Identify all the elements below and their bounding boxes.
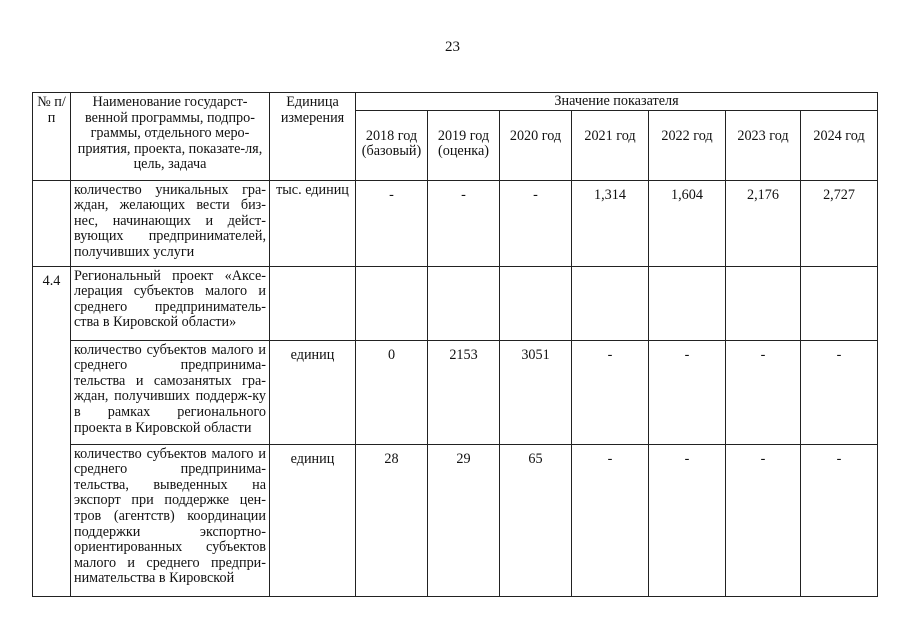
row-value: 2153 (428, 340, 500, 444)
table-row (33, 340, 878, 444)
row-value (726, 266, 801, 340)
row-num: 4.4 (33, 266, 71, 596)
row-name: Региональный проект «Аксе-лерация субъектов малого и среднего предприниматель-ства в Кировской области» (71, 266, 270, 340)
row-value: - (572, 444, 649, 596)
page-number: 23 (445, 39, 460, 55)
row-value: - (649, 444, 726, 596)
header-value: Значение показателя (356, 93, 878, 111)
row-value: - (649, 340, 726, 444)
table-row (33, 266, 878, 340)
row-value: 1,314 (572, 180, 649, 266)
header-year: 2023 год (726, 110, 801, 180)
row-value: - (572, 340, 649, 444)
header-year: 2019 год (оценка) (428, 110, 500, 180)
row-unit: единиц (270, 444, 356, 596)
row-value: - (801, 444, 878, 596)
row-num (33, 180, 71, 266)
row-value (356, 266, 428, 340)
row-unit (270, 266, 356, 340)
header-num: № п/п (33, 93, 71, 181)
header-year: 2024 год (801, 110, 878, 180)
row-value: - (500, 180, 572, 266)
header-unit: Единица измерения (270, 93, 356, 181)
row-value: 1,604 (649, 180, 726, 266)
indicator-table (32, 92, 878, 597)
table-row (33, 444, 878, 596)
row-value: - (801, 340, 878, 444)
row-value: - (726, 340, 801, 444)
row-value (801, 266, 878, 340)
row-value: - (356, 180, 428, 266)
row-value: - (726, 444, 801, 596)
row-value: 3051 (500, 340, 572, 444)
header-year: 2020 год (500, 110, 572, 180)
row-unit: тыс. единиц (270, 180, 356, 266)
row-value: 0 (356, 340, 428, 444)
header-year: 2022 год (649, 110, 726, 180)
row-value: 65 (500, 444, 572, 596)
header-name: Наименование государст-венной программы, подпро-граммы, отдельного меро-приятия, проекта, показате-ля, цель, задача (71, 93, 270, 181)
row-name: количество субъектов малого и среднего предпринима-тельства и самозанятых гра-ждан, получивших поддерж-ку в рамках регионального проекта в Кировской области (71, 340, 270, 444)
row-value: 2,176 (726, 180, 801, 266)
header-year: 2018 год (базовый) (356, 110, 428, 180)
table-row (33, 180, 878, 266)
row-value: 28 (356, 444, 428, 596)
header-year: 2021 год (572, 110, 649, 180)
row-name: количество субъектов малого и среднего предпринима-тельства, выведенных на экспорт при поддержке цен-тров (агентств) координации поддержки экспортно-ориентированных субъектов малого и среднего предпри-нимательства в Кировской (71, 444, 270, 596)
row-value: - (428, 180, 500, 266)
row-value: 29 (428, 444, 500, 596)
row-name: количество уникальных гра-ждан, желающих вести биз-нес, начинающих и дейст-вующих предпринимателей, получивших услуги (71, 180, 270, 266)
row-value: 2,727 (801, 180, 878, 266)
row-value (572, 266, 649, 340)
row-value (500, 266, 572, 340)
row-value (428, 266, 500, 340)
row-value (649, 266, 726, 340)
row-unit: единиц (270, 340, 356, 444)
